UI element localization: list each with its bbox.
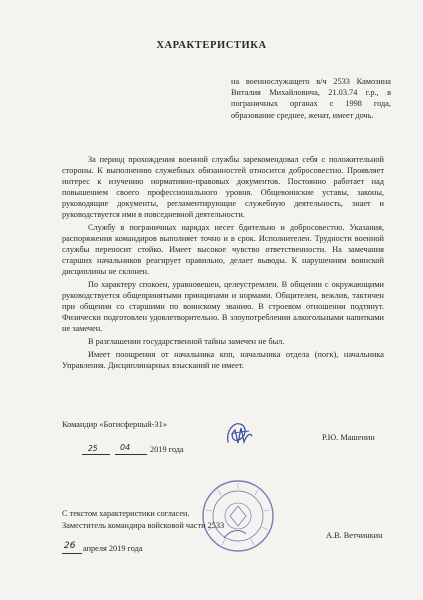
- paragraph-character: По характеру спокоен, уравновешен, целеустремлен. В общении с окружающими руководствуется общепринятыми принципами и нормами. Общителен, вежлив, тактичен при общении со старшими по воинскому званию. В строевом отношении подтянут. Физически подготовлен удовлетворительно. В злоупотреблении алкогольными напитками не замечен.: [62, 279, 384, 333]
- commander-date: [62, 445, 222, 459]
- date-underline: [115, 454, 147, 455]
- addressee-block: на военнослужащего в/ч 2533 Камозина Виталия Михайловича, 21.03.74 г.р., в пограничных органах с 1998 года, образование среднее, женат, имеет дочь.: [231, 77, 391, 120]
- document-body: [62, 155, 384, 375]
- commander-signature: [222, 416, 256, 450]
- paragraph-secrecy: В разглашении государственной тайны замечен не был.: [88, 337, 285, 346]
- commander-date-year: 2019 года: [150, 445, 184, 454]
- commander-date-day: 25: [88, 444, 98, 453]
- paragraph-duty: Службу в пограничных нарядах несет бдительно и добросовестно. Указания, распоряжения командиров выполняет точно и в срок. Исполнителен. Трудности военной службы переносит стойко. Имеет высокое чувство ответственности. На замечания старших начальников реагирует правильно, делает выводы. К нарушениям воинской дисциплины не склонен.: [62, 222, 384, 276]
- date-underline: [82, 454, 110, 455]
- agreement-block: [62, 508, 224, 531]
- agreement-date-day: 26: [64, 541, 76, 551]
- paragraph-awards: Имеет поощрения от начальника кпп, начальника отдела (погк), начальника Управления. Дисциплинарных взысканий не имеет.: [62, 350, 384, 371]
- agreement-date: [62, 541, 202, 558]
- document-title: ХАРАКТЕРИСТИКА: [156, 40, 267, 51]
- paragraph-service: За период прохождения военной службы зарекомендовал себя с положительной стороны. К выполнению служебных обязанностей относится добросовестно. Проявляет интерес к изучению нормативно-правовых документов. Постоянно работает над повышением своего профессионального уровня. Общевоинские уставы, законы, руководящие документы, регламентирующие служебную деятельность, знает и руководствуется ими в повседневной деятельности.: [62, 155, 384, 219]
- deputy-name: А.В. Ветчинкин: [326, 531, 383, 540]
- agreement-date-rest: апреля 2019 года: [83, 544, 143, 553]
- agreement-statement: С текстом характеристики согласен.: [62, 509, 190, 518]
- date-underline: [62, 553, 82, 554]
- deputy-position: Заместитель командира войсковой части 2533: [62, 520, 225, 530]
- commander-label: Командир «Богисферный-31»: [62, 420, 167, 429]
- commander-date-month: 04: [120, 443, 131, 452]
- commander-name: Р.Ю. Машенин: [322, 433, 375, 442]
